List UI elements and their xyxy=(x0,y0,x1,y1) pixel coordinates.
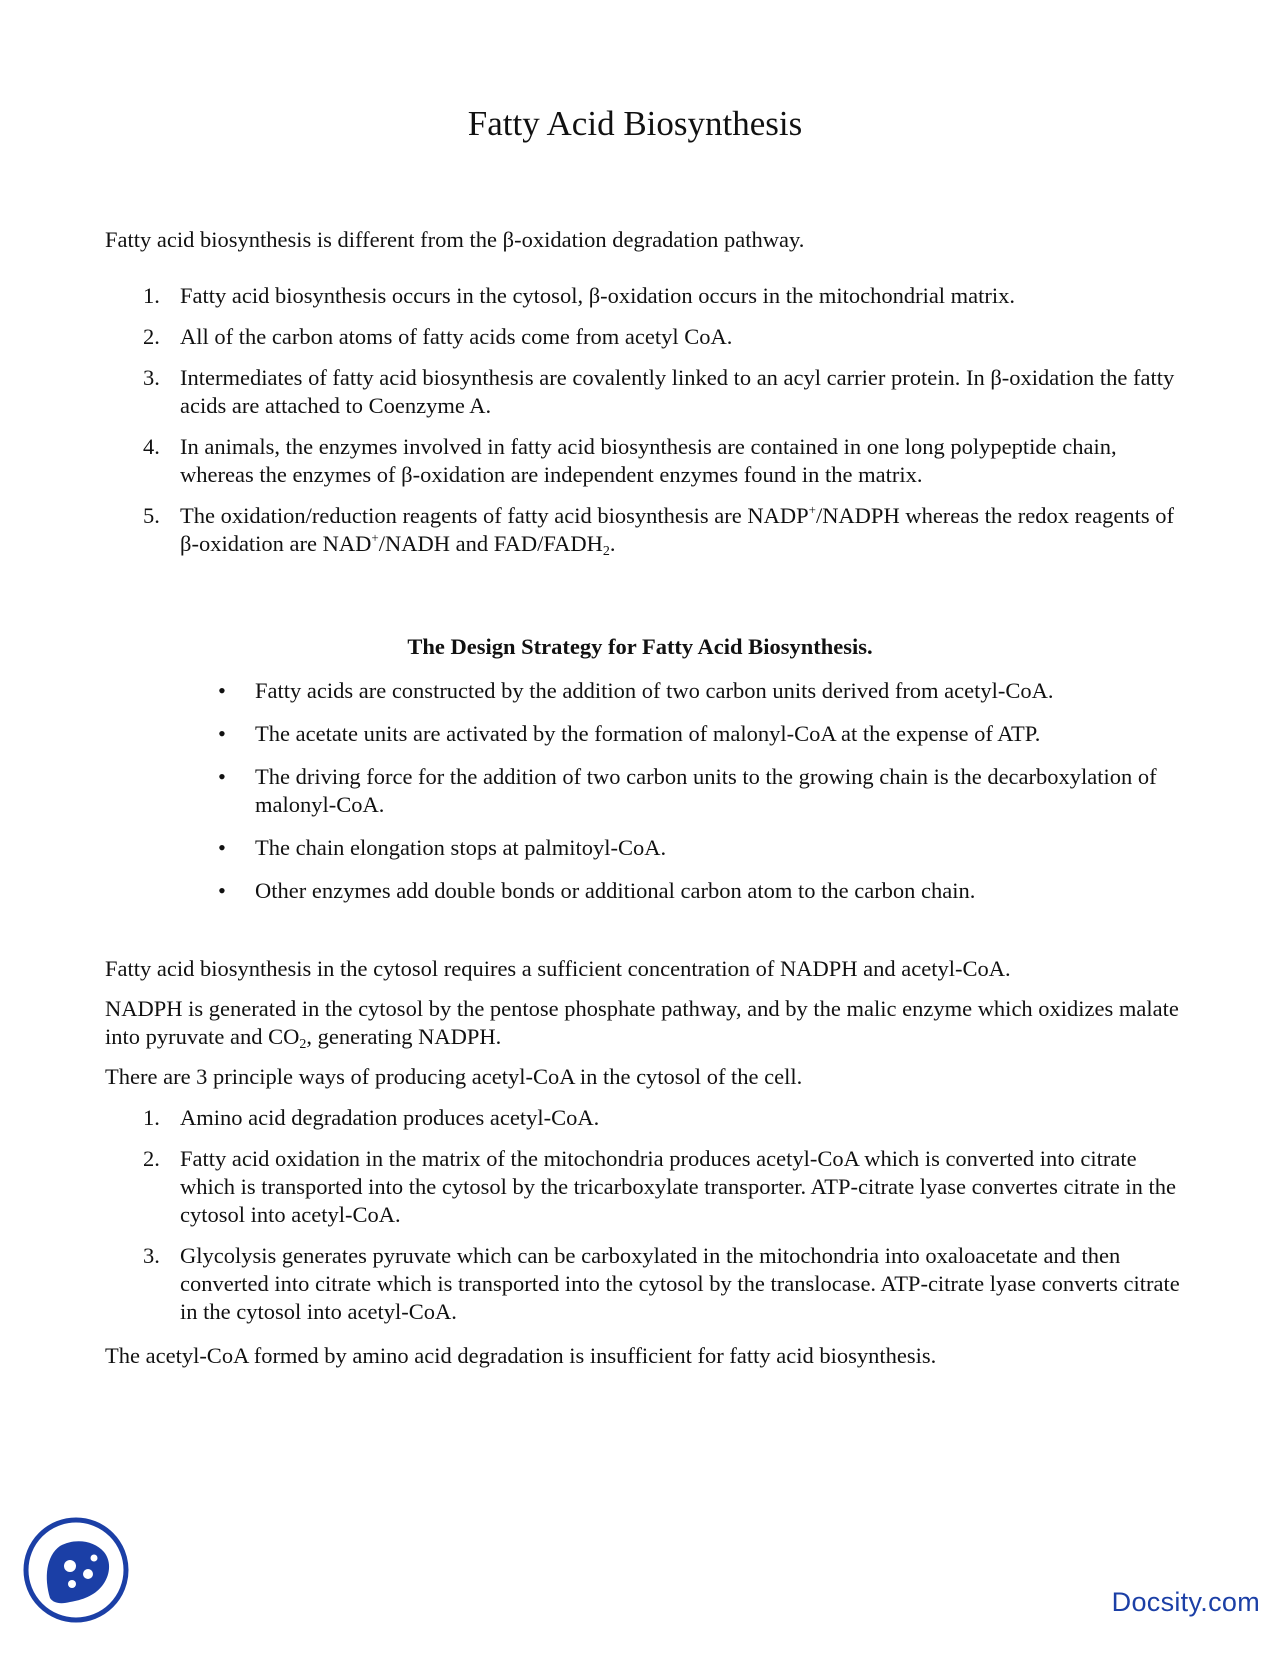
list-item-text: Amino acid degradation produces acetyl-CoA. xyxy=(180,1105,600,1130)
bullet-icon: • xyxy=(218,878,226,903)
list-item-text: Fatty acid oxidation in the matrix of the mitochondria produces acetyl-CoA which is converted into citrate which is transported into the cytosol by the tricarboxylate transporter. ATP-citrate lyase convertes citrate in the cytosol into acetyl-CoA. xyxy=(180,1146,1176,1227)
ways-paragraph: There are 3 principle ways of producing acetyl-CoA in the cytosol of the cell. xyxy=(105,1064,803,1089)
list-item-text: Intermediates of fatty acid biosynthesis are covalently linked to an acyl carrier protein. In β-oxidation the fatty acids are attached to Coenzyme A. xyxy=(180,365,1175,418)
list-number: 1. xyxy=(143,1105,160,1130)
list-item xyxy=(105,1242,1185,1326)
docsity-logo-icon[interactable] xyxy=(22,1516,130,1624)
ways-list xyxy=(105,1104,1185,1339)
list-number: 5. xyxy=(143,503,160,528)
list-item-text: All of the carbon atoms of fatty acids come from acetyl CoA. xyxy=(180,324,733,349)
bullet-item xyxy=(105,720,1185,748)
differences-list xyxy=(105,282,1185,571)
intro-paragraph: Fatty acid biosynthesis is different from the β-oxidation degradation pathway. xyxy=(105,227,805,252)
list-number: 3. xyxy=(143,1243,160,1268)
bullet-text: The driving force for the addition of two carbon units to the growing chain is the decarboxylation of malonyl-CoA. xyxy=(255,764,1157,817)
list-number: 2. xyxy=(143,324,160,349)
bullet-item xyxy=(105,763,1185,819)
list-number: 2. xyxy=(143,1146,160,1171)
list-item-text: The oxidation/reduction reagents of fatty acid biosynthesis are NADP+/NADPH whereas the redox reagents of β-oxidation are NAD+/NADH and FAD/$FADH_2$. xyxy=(180,502,1174,559)
list-item xyxy=(105,433,1185,489)
list-item xyxy=(105,1104,1185,1132)
list-item-text: Fatty acid biosynthesis occurs in the cytosol, β-oxidation occurs in the mitochondrial matrix. xyxy=(180,283,1016,308)
list-item xyxy=(105,1145,1185,1229)
design-points-list xyxy=(105,677,1185,920)
list-item xyxy=(105,282,1185,310)
bullet-icon: • xyxy=(218,721,226,746)
list-number: 4. xyxy=(143,434,160,459)
bullet-item xyxy=(105,877,1185,905)
bullet-icon: • xyxy=(218,764,226,789)
requires-paragraph: Fatty acid biosynthesis in the cytosol requires a sufficient concentration of NADPH and acetyl-CoA. xyxy=(105,956,1011,981)
section-heading: The Design Strategy for Fatty Acid Biosynthesis. xyxy=(407,634,873,659)
page-title: Fatty Acid Biosynthesis xyxy=(467,104,803,143)
docsity-brand-link[interactable]: Docsity.com xyxy=(1111,1587,1260,1617)
bullet-item xyxy=(105,834,1185,862)
list-item-text: In animals, the enzymes involved in fatty acid biosynthesis are contained in one long polypeptide chain, whereas the enzymes of β-oxidation are independent enzymes found in the matrix. xyxy=(180,434,1117,487)
list-number: 1. xyxy=(143,283,160,308)
nadph-paragraph: NADPH is generated in the cytosol by the pentose phosphate pathway, and by the malic enzyme which oxidizes malate into pyruvate and $CO_2$, generating NADPH. xyxy=(105,996,1179,1052)
bullet-text: The acetate units are activated by the formation of malonyl-CoA at the expense of ATP. xyxy=(255,721,1041,746)
bullet-icon: • xyxy=(218,835,226,860)
bullet-icon: • xyxy=(218,678,226,703)
list-item-text: Glycolysis generates pyruvate which can be carboxylated in the mitochondria into oxaloacetate and then converted into citrate which is transported into the cytosol by the translocase. ATP-citrate lyase converts citrate in the cytosol into acetyl-CoA. xyxy=(180,1243,1180,1324)
bullet-text: The chain elongation stops at palmitoyl-CoA. xyxy=(255,835,667,860)
list-item xyxy=(105,364,1185,420)
list-number: 3. xyxy=(143,365,160,390)
bullet-text: Fatty acids are constructed by the addition of two carbon units derived from acetyl-CoA. xyxy=(255,678,1054,703)
final-paragraph: The acetyl-CoA formed by amino acid degradation is insufficient for fatty acid biosynthesis. xyxy=(105,1343,937,1368)
bullet-text: Other enzymes add double bonds or additional carbon atom to the carbon chain. xyxy=(255,878,976,903)
list-item xyxy=(105,502,1185,558)
list-item xyxy=(105,323,1185,351)
bullet-item xyxy=(105,677,1185,705)
